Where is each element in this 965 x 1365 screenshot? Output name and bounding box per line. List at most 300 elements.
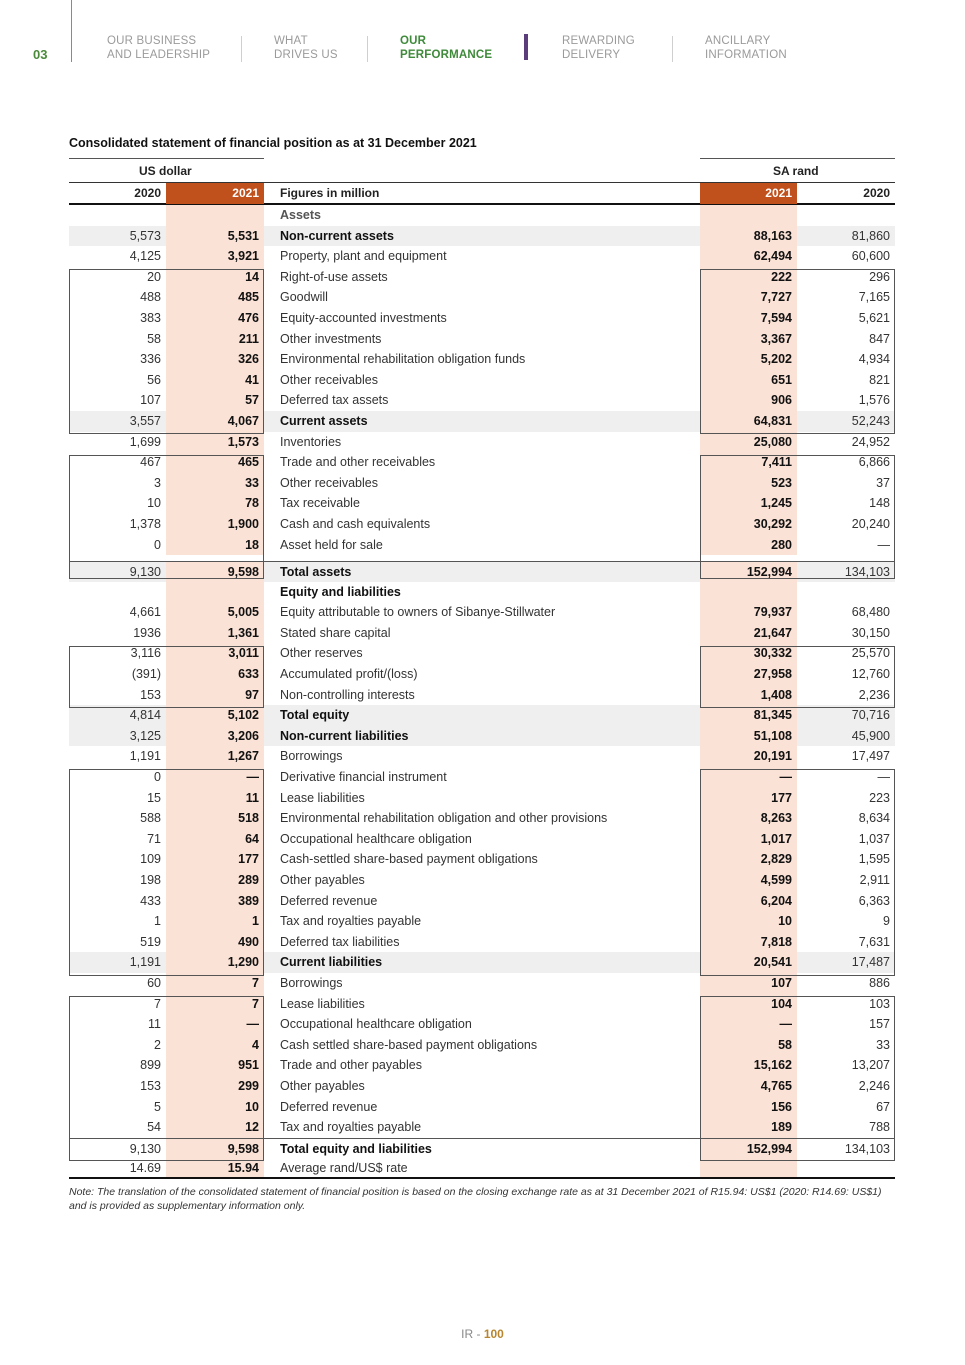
- cell-usd-2020: 14.69: [129, 1161, 161, 1176]
- cell-usd-2021: 11: [245, 790, 259, 805]
- table-row: [69, 473, 895, 494]
- cell-usd-2021: 465: [238, 455, 259, 470]
- cell-zar-2020: 296: [869, 269, 890, 284]
- cell-zar-2020: 157: [869, 1017, 890, 1032]
- page-footer: [0, 1327, 965, 1341]
- cell-usd-2021: 389: [238, 893, 259, 908]
- table-row: [69, 582, 895, 603]
- nav-what-drives-us[interactable]: WHAT DRIVES US: [274, 35, 338, 61]
- col-zar-2021: 2021: [700, 183, 797, 204]
- cell-label: Borrowings: [280, 975, 343, 990]
- cell-usd-2021: 3,206: [227, 728, 259, 743]
- cell-label: Other payables: [280, 873, 365, 887]
- cell-usd-2021: 4,067: [227, 413, 259, 428]
- cell-usd-2021: 1,573: [227, 434, 259, 449]
- cell-zar-2021: 20,541: [753, 955, 792, 970]
- cell-label: Total assets: [280, 565, 352, 580]
- cell-label: Borrowings: [280, 749, 343, 764]
- table-row: [69, 808, 895, 829]
- cell-label: Other payables: [280, 1078, 365, 1093]
- cell-zar-2020: 134,103: [844, 1141, 890, 1156]
- table-row: [69, 493, 895, 514]
- table-row: [69, 411, 895, 432]
- cell-label: Environmental rehabilitation obligation and other provisions: [280, 811, 608, 826]
- cell-label: Lease liabilities: [280, 790, 365, 805]
- table-row: [69, 329, 895, 350]
- cell-zar-2020: 4,934: [858, 352, 890, 367]
- table-row: [69, 246, 895, 267]
- cell-usd-2020: 3,557: [129, 413, 161, 428]
- cell-usd-2020: 9,130: [129, 565, 161, 580]
- cell-usd-2020: 5,573: [129, 228, 161, 243]
- cell-zar-2020: 45,900: [851, 728, 890, 743]
- cell-usd-2021: 3,011: [228, 646, 259, 661]
- cell-label: Non-current liabilities: [280, 728, 409, 743]
- cell-usd-2021: —: [246, 1017, 259, 1032]
- cell-usd-2021: 7: [252, 996, 259, 1011]
- cell-usd-2020: 11: [148, 1017, 161, 1032]
- cell-zar-2020: —: [877, 537, 890, 552]
- cell-zar-2021: 1,017: [760, 831, 792, 846]
- cell-usd-2021: 9,598: [227, 565, 259, 580]
- cell-zar-2021: 152,994: [746, 1141, 792, 1156]
- cell-zar-2020: 6,866: [858, 455, 890, 470]
- cell-zar-2020: 52,243: [851, 413, 890, 428]
- page-number: 100: [483, 1327, 504, 1341]
- cell-zar-2021: 1,408: [760, 687, 792, 702]
- nav-ancillary-information[interactable]: ANCILLARY INFORMATION: [705, 35, 787, 61]
- cell-usd-2021: 490: [238, 934, 259, 949]
- cell-label: Property, plant and equipment: [280, 249, 447, 264]
- cell-usd-2020: 3: [154, 475, 161, 490]
- cell-usd-2021: 326: [238, 352, 259, 367]
- cell-zar-2020: 886: [869, 975, 890, 990]
- cell-zar-2021: 156: [771, 1099, 792, 1114]
- table-row: [69, 602, 895, 623]
- cell-label: Tax receivable: [280, 496, 360, 511]
- cell-label: Trade and other payables: [280, 1058, 422, 1073]
- cell-zar-2020: 1,576: [858, 393, 890, 408]
- cell-zar-2021: 906: [771, 393, 792, 408]
- table-row: [69, 1158, 895, 1179]
- table-row: [69, 643, 895, 664]
- table-row: [69, 205, 895, 226]
- nav-rewarding-delivery[interactable]: REWARDING DELIVERY: [562, 35, 635, 61]
- cell-usd-2020: 5: [154, 1099, 161, 1114]
- cell-usd-2020: 198: [140, 873, 161, 887]
- cell-usd-2020: 58: [147, 331, 161, 346]
- cell-usd-2021: 177: [238, 852, 259, 867]
- cell-usd-2020: 1936: [133, 625, 161, 640]
- table-row: [69, 932, 895, 953]
- cell-zar-2021: 5,202: [760, 352, 792, 367]
- table-row: [69, 226, 895, 247]
- cell-usd-2021: 518: [238, 811, 259, 826]
- highlight-2021-usd: [166, 205, 264, 226]
- cell-usd-2021: 33: [245, 475, 259, 490]
- table-row: [69, 1138, 895, 1159]
- cell-zar-2020: 68,480: [851, 605, 890, 620]
- cell-usd-2021: 1,290: [227, 955, 259, 970]
- cell-label: Deferred revenue: [280, 893, 378, 908]
- cell-zar-2020: 30,150: [851, 625, 890, 640]
- cell-zar-2020: 37: [876, 475, 890, 490]
- cell-usd-2020: 1,191: [129, 749, 161, 764]
- cell-usd-2021: 485: [238, 290, 259, 305]
- cell-usd-2020: 519: [140, 934, 161, 949]
- cell-zar-2021: 81,345: [753, 708, 792, 723]
- cell-usd-2021: 78: [245, 496, 259, 511]
- table-row: [69, 664, 895, 685]
- financial-position-table: [69, 182, 895, 1179]
- cell-usd-2021: 3,921: [227, 249, 259, 264]
- cell-label: Goodwill: [280, 290, 328, 305]
- cell-usd-2020: 15: [147, 790, 161, 805]
- cell-zar-2021: 523: [771, 475, 792, 490]
- cell-usd-2020: 60: [147, 975, 161, 990]
- nav-our-performance[interactable]: OUR PERFORMANCE: [400, 35, 493, 61]
- cell-zar-2020: 821: [869, 372, 890, 387]
- cell-zar-2021: 30,292: [753, 516, 792, 531]
- cell-zar-2020: 81,860: [851, 228, 890, 243]
- cell-label: Cash settled share-based payment obligations: [280, 1037, 538, 1052]
- cell-label: Total equity: [280, 708, 350, 723]
- cell-label: Other investments: [280, 331, 382, 346]
- cell-zar-2021: 222: [771, 269, 792, 284]
- cell-usd-2021: 1: [252, 914, 259, 929]
- cell-usd-2021: 289: [238, 873, 259, 887]
- footnote: Note: The translation of the consolidated statement of financial position is based on the closing exchange rate as at 31 December 2021 of R15.94: US$1 (2020: R14.69: US$1) and is provided as supplementary information only.: [69, 1186, 882, 1212]
- col-zar-2020: 2020: [863, 186, 890, 200]
- cell-label: Equity-accounted investments: [280, 310, 447, 325]
- cell-label: Occupational healthcare obligation: [280, 831, 472, 846]
- cell-usd-2021: 12: [245, 1120, 259, 1135]
- cell-usd-2020: 467: [140, 455, 161, 470]
- cell-usd-2020: 4,814: [129, 708, 161, 723]
- cell-usd-2021: 57: [245, 393, 259, 408]
- top-navigation: [0, 0, 965, 70]
- cell-zar-2021: 7,818: [760, 934, 792, 949]
- cell-zar-2021: 6,204: [760, 893, 792, 908]
- cell-zar-2021: —: [779, 1017, 792, 1032]
- table-row: [69, 726, 895, 747]
- cell-usd-2020: 4,125: [129, 249, 161, 264]
- table-row: [69, 370, 895, 391]
- cell-label: Stated share capital: [280, 625, 391, 640]
- cell-label: Deferred tax liabilities: [280, 934, 400, 949]
- cell-label: Trade and other receivables: [280, 455, 436, 470]
- cell-zar-2020: 67: [876, 1099, 890, 1114]
- cell-zar-2020: 7,631: [858, 934, 890, 949]
- cell-zar-2020: 60,600: [851, 249, 890, 264]
- cell-zar-2021: 7,411: [761, 455, 792, 470]
- cell-zar-2021: 7,594: [760, 310, 792, 325]
- cell-zar-2021: 280: [771, 537, 792, 552]
- cell-usd-2021: 15.94: [227, 1161, 259, 1176]
- cell-label: Other receivables: [280, 372, 378, 387]
- cell-usd-2020: 1: [154, 914, 161, 929]
- zar-header: [700, 158, 895, 182]
- table-row: [69, 891, 895, 912]
- cell-usd-2020: 71: [147, 831, 161, 846]
- cell-zar-2021: 62,494: [753, 249, 792, 264]
- cell-zar-2020: 6,363: [858, 893, 890, 908]
- cell-label: Lease liabilities: [280, 996, 365, 1011]
- cell-zar-2021: 4,765: [760, 1078, 792, 1093]
- cell-zar-2020: 134,103: [844, 565, 890, 580]
- cell-label: Other receivables: [280, 475, 378, 490]
- table-row: [69, 1014, 895, 1035]
- cell-zar-2021: 79,937: [753, 605, 792, 620]
- cell-zar-2020: 33: [876, 1037, 890, 1052]
- cell-usd-2021: 633: [238, 667, 259, 682]
- cell-usd-2020: 1,191: [129, 955, 161, 970]
- cell-usd-2020: (391): [131, 667, 161, 682]
- highlight-2021-usd: [166, 582, 264, 603]
- cell-zar-2020: 148: [869, 496, 890, 511]
- cell-label: Total equity and liabilities: [280, 1141, 432, 1156]
- cell-usd-2020: 433: [140, 893, 161, 908]
- cell-usd-2020: 56: [147, 372, 161, 387]
- table-row: [69, 788, 895, 809]
- cell-zar-2020: 12,760: [851, 667, 890, 682]
- cell-zar-2020: —: [877, 770, 890, 785]
- cell-usd-2021: 14: [245, 269, 259, 284]
- table-row: [69, 1055, 895, 1076]
- cell-zar-2020: 8,634: [858, 811, 890, 826]
- table-row: [69, 849, 895, 870]
- column-header-row: [69, 182, 895, 205]
- cell-label: Deferred tax assets: [280, 393, 389, 408]
- col-label: Figures in million: [280, 186, 380, 200]
- cell-label: Non-controlling interests: [280, 687, 415, 702]
- nav-active-marker: [524, 34, 528, 60]
- cell-label: Equity attributable to owners of Sibanye-Stillwater: [280, 605, 556, 620]
- cell-usd-2021: 5,005: [227, 605, 259, 620]
- cell-zar-2021: 177: [771, 790, 792, 805]
- page-title: Consolidated statement of financial position as at 31 December 2021: [69, 136, 477, 150]
- cell-usd-2020: 4,661: [129, 605, 161, 620]
- col-usd-2020: 2020: [134, 186, 161, 200]
- cell-usd-2020: 9,130: [129, 1141, 161, 1156]
- cell-usd-2021: 1,361: [227, 625, 259, 640]
- cell-usd-2020: 7: [154, 996, 161, 1011]
- cell-usd-2020: 109: [140, 852, 161, 867]
- zar-header-label: SA rand: [773, 164, 819, 178]
- cell-usd-2021: 211: [238, 331, 259, 346]
- cell-usd-2021: 951: [238, 1058, 259, 1073]
- cell-label: Derivative financial instrument: [280, 770, 447, 785]
- cell-usd-2021: 10: [245, 1099, 259, 1114]
- cell-zar-2020: 103: [869, 996, 890, 1011]
- cell-usd-2021: 299: [238, 1078, 259, 1093]
- cell-usd-2020: 1,699: [129, 434, 161, 449]
- cell-zar-2020: 2,911: [859, 873, 890, 887]
- cell-usd-2021: 97: [245, 687, 259, 702]
- table-row: [69, 685, 895, 706]
- footer-prefix: IR -: [461, 1327, 484, 1341]
- cell-zar-2021: 104: [771, 996, 792, 1011]
- cell-label: Accumulated profit/(loss): [280, 667, 418, 682]
- cell-usd-2020: 588: [140, 811, 161, 826]
- cell-zar-2021: 651: [771, 372, 792, 387]
- cell-zar-2021: 107: [771, 975, 792, 990]
- cell-zar-2020: 1,037: [858, 831, 890, 846]
- cell-zar-2021: 15,162: [753, 1058, 792, 1073]
- cell-zar-2020: 9: [883, 914, 890, 929]
- cell-usd-2021: 9,598: [227, 1141, 259, 1156]
- cell-zar-2021: 152,994: [746, 565, 792, 580]
- section-number: 03: [33, 47, 48, 62]
- cell-zar-2020: 7,165: [858, 290, 890, 305]
- cell-usd-2021: 64: [245, 831, 259, 846]
- table-row: [69, 308, 895, 329]
- nav-separator: [241, 36, 242, 62]
- cell-usd-2020: 54: [147, 1120, 161, 1135]
- cell-label: Cash-settled share-based payment obligations: [280, 852, 538, 867]
- table-row: [69, 829, 895, 850]
- cell-zar-2021: 51,108: [753, 728, 792, 743]
- cell-zar-2021: 189: [771, 1120, 792, 1135]
- table-row: [69, 1076, 895, 1097]
- cell-zar-2021: 10: [778, 914, 792, 929]
- table-row: [69, 390, 895, 411]
- table-row: [69, 870, 895, 891]
- table-row: [69, 1097, 895, 1118]
- cell-usd-2020: 3,116: [130, 646, 161, 661]
- table-row: [69, 287, 895, 308]
- cell-usd-2020: 10: [147, 496, 161, 511]
- table-row: [69, 514, 895, 535]
- cell-label: Inventories: [280, 434, 342, 449]
- cell-usd-2020: 488: [140, 290, 161, 305]
- cell-label: Tax and royalties payable: [280, 914, 422, 929]
- cell-usd-2020: 20: [147, 269, 161, 284]
- table-row: [69, 973, 895, 994]
- cell-zar-2020: 2,236: [858, 687, 890, 702]
- cell-zar-2021: 64,831: [753, 413, 792, 428]
- cell-zar-2021: 27,958: [753, 667, 792, 682]
- cell-label: Right-of-use assets: [280, 269, 388, 284]
- cell-usd-2021: 5,102: [227, 708, 259, 723]
- cell-usd-2020: 899: [140, 1058, 161, 1073]
- cell-zar-2021: 25,080: [753, 434, 792, 449]
- cell-zar-2021: 30,332: [753, 646, 792, 661]
- cell-usd-2020: 107: [140, 393, 161, 408]
- cell-usd-2020: 3,125: [129, 728, 161, 743]
- cell-zar-2020: 20,240: [851, 516, 890, 531]
- cell-usd-2021: 41: [245, 372, 259, 387]
- table-row: [69, 1035, 895, 1056]
- cell-label: Assets: [280, 208, 321, 222]
- cell-zar-2020: 2,246: [858, 1078, 890, 1093]
- cell-usd-2021: —: [246, 770, 259, 785]
- cell-zar-2020: 24,952: [851, 434, 890, 449]
- cell-zar-2020: 788: [869, 1120, 890, 1135]
- cell-zar-2020: 5,621: [858, 310, 890, 325]
- cell-usd-2020: 153: [140, 1078, 161, 1093]
- table-row: [69, 452, 895, 473]
- table-body: [69, 205, 895, 1179]
- cell-usd-2020: 0: [154, 770, 161, 785]
- nav-separator: [672, 36, 673, 62]
- cell-label: Equity and liabilities: [280, 584, 401, 599]
- cell-zar-2021: 8,263: [760, 811, 792, 826]
- cell-usd-2020: 0: [154, 537, 161, 552]
- cell-usd-2021: 5,531: [227, 228, 259, 243]
- cell-usd-2021: 4: [252, 1037, 259, 1052]
- divider: [71, 0, 72, 62]
- cell-usd-2021: 18: [245, 537, 259, 552]
- cell-label: Asset held for sale: [280, 537, 383, 552]
- table-row: [69, 349, 895, 370]
- cell-label: Non-current assets: [280, 228, 394, 243]
- cell-zar-2021: 21,647: [753, 625, 792, 640]
- cell-zar-2020: 223: [869, 790, 890, 805]
- cell-zar-2021: 58: [778, 1037, 792, 1052]
- cell-zar-2021: 1,245: [760, 496, 792, 511]
- cell-usd-2021: 1,900: [227, 516, 259, 531]
- usd-header-label: US dollar: [139, 164, 192, 178]
- table-row: [69, 267, 895, 288]
- cell-usd-2020: 153: [140, 687, 161, 702]
- table-row: [69, 623, 895, 644]
- cell-zar-2020: 13,207: [851, 1058, 890, 1073]
- nav-our-business[interactable]: OUR BUSINESS AND LEADERSHIP: [107, 35, 211, 61]
- table-row: [69, 911, 895, 932]
- cell-usd-2020: 1,378: [129, 516, 161, 531]
- nav-separator: [367, 36, 368, 62]
- cell-label: Deferred revenue: [280, 1099, 378, 1114]
- cell-usd-2021: 476: [238, 310, 259, 325]
- cell-zar-2020: 1,595: [858, 852, 890, 867]
- cell-zar-2021: 4,599: [760, 873, 792, 887]
- cell-zar-2020: 17,487: [851, 955, 890, 970]
- cell-usd-2021: 7: [252, 975, 259, 990]
- cell-zar-2020: 17,497: [851, 749, 890, 764]
- cell-zar-2020: 70,716: [851, 708, 890, 723]
- cell-usd-2020: 2: [154, 1037, 161, 1052]
- cell-label: Average rand/US$ rate: [280, 1161, 408, 1176]
- cell-zar-2021: 88,163: [753, 228, 792, 243]
- cell-label: Environmental rehabilitation obligation funds: [280, 352, 526, 367]
- cell-zar-2021: 7,727: [760, 290, 792, 305]
- table-row: [69, 561, 895, 582]
- table-row: [69, 705, 895, 726]
- cell-label: Current liabilities: [280, 955, 383, 970]
- col-usd-2021: 2021: [166, 183, 264, 204]
- table-row: [69, 432, 895, 453]
- table-row: [69, 535, 895, 556]
- cell-label: Occupational healthcare obligation: [280, 1017, 472, 1032]
- table-row: [69, 746, 895, 767]
- cell-usd-2020: 383: [140, 310, 161, 325]
- cell-zar-2021: 3,367: [760, 331, 792, 346]
- cell-label: Cash and cash equivalents: [280, 516, 431, 531]
- cell-usd-2020: 336: [140, 352, 161, 367]
- cell-usd-2021: 1,267: [227, 749, 259, 764]
- table-row: [69, 1117, 895, 1138]
- cell-zar-2021: —: [779, 770, 792, 785]
- table-row: [69, 994, 895, 1015]
- cell-label: Other reserves: [280, 646, 363, 661]
- table-row: [69, 952, 895, 973]
- usd-header: [69, 158, 264, 182]
- table-row: [69, 767, 895, 788]
- cell-zar-2020: 25,570: [851, 646, 890, 661]
- cell-zar-2020: 847: [869, 331, 890, 346]
- cell-label: Current assets: [280, 413, 368, 428]
